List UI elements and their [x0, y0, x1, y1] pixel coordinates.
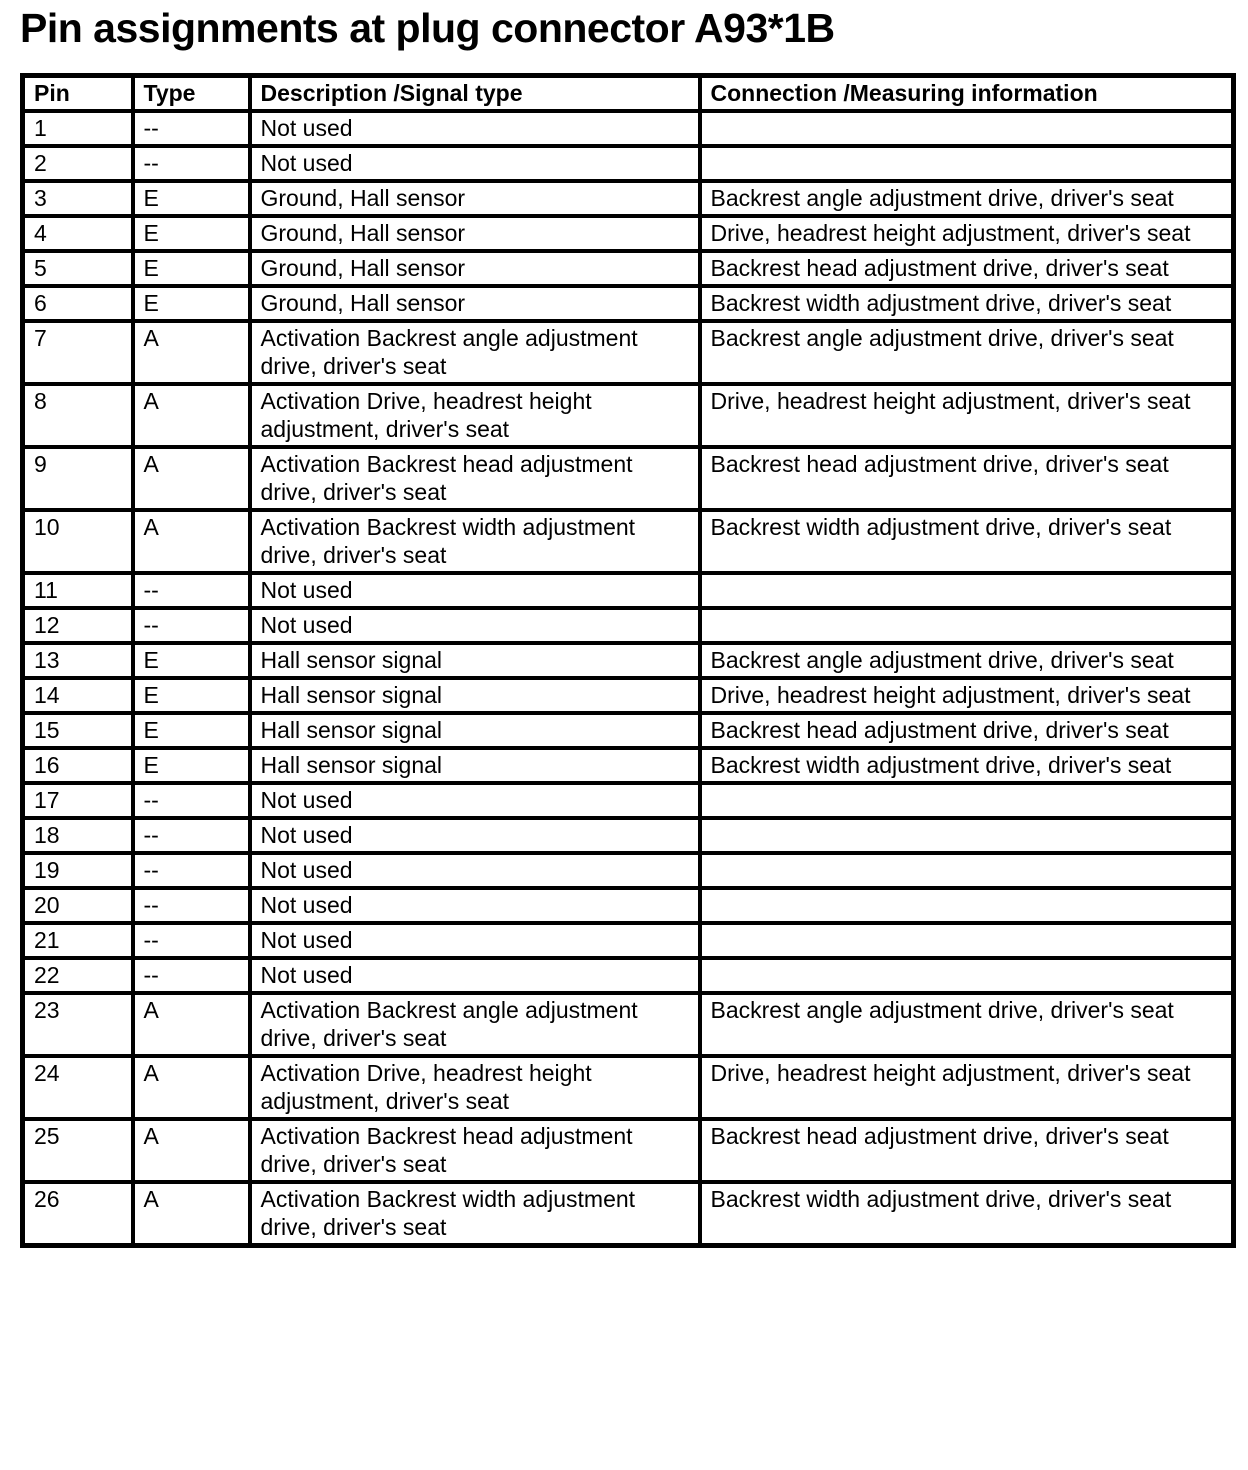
- cell-type: --: [133, 146, 250, 181]
- cell-pin: 22: [23, 958, 133, 993]
- cell-connection: [700, 853, 1234, 888]
- cell-description: Activation Backrest angle adjustment drive, driver's seat: [250, 321, 700, 384]
- cell-type: --: [133, 888, 250, 923]
- cell-connection: [700, 888, 1234, 923]
- cell-description: Not used: [250, 923, 700, 958]
- cell-type: A: [133, 1056, 250, 1119]
- cell-pin: 23: [23, 993, 133, 1056]
- cell-pin: 3: [23, 181, 133, 216]
- cell-description: Activation Drive, headrest height adjustment, driver's seat: [250, 1056, 700, 1119]
- cell-type: --: [133, 573, 250, 608]
- cell-type: --: [133, 111, 250, 146]
- cell-connection: Backrest head adjustment drive, driver's seat: [700, 1119, 1234, 1182]
- cell-type: A: [133, 321, 250, 384]
- cell-connection: [700, 608, 1234, 643]
- table-row: [23, 678, 1234, 713]
- table-row: [23, 958, 1234, 993]
- pin-assignment-table: [20, 73, 1236, 1248]
- column-header: Description /Signal type: [250, 76, 700, 112]
- cell-description: Not used: [250, 853, 700, 888]
- table-row: [23, 111, 1234, 146]
- cell-connection: Backrest angle adjustment drive, driver's seat: [700, 993, 1234, 1056]
- cell-type: E: [133, 748, 250, 783]
- table-row: [23, 713, 1234, 748]
- cell-type: E: [133, 181, 250, 216]
- cell-connection: Drive, headrest height adjustment, driver's seat: [700, 1056, 1234, 1119]
- table-row: [23, 181, 1234, 216]
- cell-description: Not used: [250, 146, 700, 181]
- table-row: [23, 384, 1234, 447]
- cell-connection: Backrest head adjustment drive, driver's seat: [700, 713, 1234, 748]
- table-row: [23, 1119, 1234, 1182]
- cell-pin: 6: [23, 286, 133, 321]
- cell-type: A: [133, 447, 250, 510]
- cell-connection: Drive, headrest height adjustment, driver's seat: [700, 384, 1234, 447]
- table-row: [23, 216, 1234, 251]
- table-row: [23, 1182, 1234, 1246]
- cell-description: Activation Drive, headrest height adjustment, driver's seat: [250, 384, 700, 447]
- cell-description: Ground, Hall sensor: [250, 251, 700, 286]
- cell-type: E: [133, 251, 250, 286]
- cell-connection: Backrest head adjustment drive, driver's seat: [700, 251, 1234, 286]
- cell-connection: Backrest angle adjustment drive, driver's seat: [700, 643, 1234, 678]
- table-row: [23, 1056, 1234, 1119]
- cell-connection: Backrest angle adjustment drive, driver's seat: [700, 321, 1234, 384]
- cell-pin: 13: [23, 643, 133, 678]
- table-row: [23, 608, 1234, 643]
- table-row: [23, 573, 1234, 608]
- cell-description: Activation Backrest width adjustment drive, driver's seat: [250, 1182, 700, 1246]
- cell-type: E: [133, 678, 250, 713]
- table-row: [23, 643, 1234, 678]
- cell-description: Not used: [250, 111, 700, 146]
- cell-connection: Backrest angle adjustment drive, driver's seat: [700, 181, 1234, 216]
- cell-pin: 17: [23, 783, 133, 818]
- cell-description: Ground, Hall sensor: [250, 216, 700, 251]
- cell-description: Activation Backrest head adjustment drive, driver's seat: [250, 447, 700, 510]
- table-row: [23, 993, 1234, 1056]
- table-row: [23, 251, 1234, 286]
- cell-pin: 15: [23, 713, 133, 748]
- cell-connection: Backrest width adjustment drive, driver's seat: [700, 748, 1234, 783]
- cell-connection: Drive, headrest height adjustment, driver's seat: [700, 678, 1234, 713]
- cell-description: Not used: [250, 608, 700, 643]
- cell-connection: Backrest width adjustment drive, driver's seat: [700, 286, 1234, 321]
- cell-type: E: [133, 713, 250, 748]
- cell-pin: 18: [23, 818, 133, 853]
- cell-pin: 20: [23, 888, 133, 923]
- column-header: Connection /Measuring information: [700, 76, 1234, 112]
- cell-description: Hall sensor signal: [250, 713, 700, 748]
- cell-type: A: [133, 384, 250, 447]
- table-body: [23, 111, 1234, 1246]
- page-title: Pin assignments at plug connector A93*1B: [20, 5, 835, 51]
- cell-description: Hall sensor signal: [250, 643, 700, 678]
- cell-pin: 8: [23, 384, 133, 447]
- cell-description: Activation Backrest width adjustment drive, driver's seat: [250, 510, 700, 573]
- cell-pin: 11: [23, 573, 133, 608]
- cell-description: Not used: [250, 783, 700, 818]
- table-row: [23, 447, 1234, 510]
- cell-connection: [700, 958, 1234, 993]
- cell-connection: [700, 923, 1234, 958]
- cell-pin: 9: [23, 447, 133, 510]
- cell-type: --: [133, 783, 250, 818]
- column-header: Type: [133, 76, 250, 112]
- cell-type: --: [133, 923, 250, 958]
- table-row: [23, 748, 1234, 783]
- cell-pin: 4: [23, 216, 133, 251]
- cell-type: E: [133, 216, 250, 251]
- cell-description: Not used: [250, 573, 700, 608]
- cell-type: --: [133, 608, 250, 643]
- cell-description: Hall sensor signal: [250, 678, 700, 713]
- table-row: [23, 888, 1234, 923]
- table-row: [23, 286, 1234, 321]
- table-row: [23, 923, 1234, 958]
- cell-pin: 25: [23, 1119, 133, 1182]
- column-header: Pin: [23, 76, 133, 112]
- cell-type: A: [133, 1119, 250, 1182]
- cell-description: Activation Backrest head adjustment drive, driver's seat: [250, 1119, 700, 1182]
- cell-pin: 1: [23, 111, 133, 146]
- cell-description: Activation Backrest angle adjustment drive, driver's seat: [250, 993, 700, 1056]
- cell-type: --: [133, 958, 250, 993]
- table-row: [23, 818, 1234, 853]
- cell-pin: 2: [23, 146, 133, 181]
- cell-connection: [700, 783, 1234, 818]
- cell-pin: 26: [23, 1182, 133, 1246]
- cell-description: Ground, Hall sensor: [250, 286, 700, 321]
- cell-pin: 24: [23, 1056, 133, 1119]
- cell-pin: 10: [23, 510, 133, 573]
- cell-type: --: [133, 818, 250, 853]
- cell-type: A: [133, 993, 250, 1056]
- cell-type: --: [133, 853, 250, 888]
- table-row: [23, 783, 1234, 818]
- cell-pin: 21: [23, 923, 133, 958]
- cell-description: Not used: [250, 888, 700, 923]
- table-row: [23, 853, 1234, 888]
- cell-connection: [700, 573, 1234, 608]
- cell-connection: [700, 111, 1234, 146]
- cell-connection: [700, 818, 1234, 853]
- cell-type: E: [133, 286, 250, 321]
- cell-description: Ground, Hall sensor: [250, 181, 700, 216]
- cell-pin: 16: [23, 748, 133, 783]
- cell-connection: Backrest width adjustment drive, driver's seat: [700, 510, 1234, 573]
- cell-pin: 19: [23, 853, 133, 888]
- table-row: [23, 510, 1234, 573]
- table-row: [23, 146, 1234, 181]
- cell-pin: 14: [23, 678, 133, 713]
- cell-connection: Backrest width adjustment drive, driver's seat: [700, 1182, 1234, 1246]
- cell-connection: Drive, headrest height adjustment, driver's seat: [700, 216, 1234, 251]
- cell-type: A: [133, 510, 250, 573]
- table-header-row: [23, 76, 1234, 112]
- cell-type: E: [133, 643, 250, 678]
- cell-connection: [700, 146, 1234, 181]
- cell-pin: 7: [23, 321, 133, 384]
- table-row: [23, 321, 1234, 384]
- cell-pin: 12: [23, 608, 133, 643]
- cell-description: Hall sensor signal: [250, 748, 700, 783]
- cell-type: A: [133, 1182, 250, 1246]
- cell-description: Not used: [250, 958, 700, 993]
- cell-description: Not used: [250, 818, 700, 853]
- cell-connection: Backrest head adjustment drive, driver's seat: [700, 447, 1234, 510]
- cell-pin: 5: [23, 251, 133, 286]
